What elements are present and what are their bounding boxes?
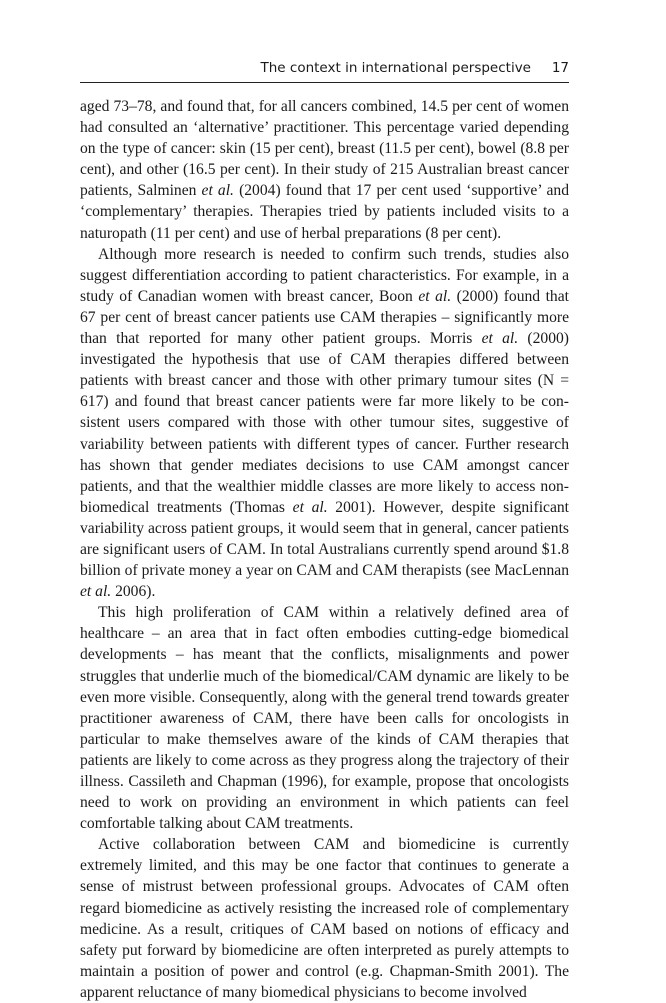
text-run: This high proliferation of CAM within a relatively defined area of healthcare – an area that in fact often embodies cutting-edge biomedical developments – has meant that the conflicts, misalignments and power struggles that underlie much of the biomedical/CAM dynamic are likely to be even more visible. Consequently, along with the general trend towards greater practitioner awareness of CAM, there have been calls for oncologists in particular to make themselves aware of the kinds of CAM therapies that patients are likely to come across as they progress along the trajectory of their illness. Cassileth and Chapman (1996), for example, propose that oncologists need to work on providing an environment in which patients can feel comfortable talking about CAM treatments. (80, 604, 569, 833)
running-header (80, 58, 569, 83)
italic-run: et al. (80, 583, 112, 601)
italic-run: et al. (201, 182, 234, 200)
body-text (80, 96, 569, 1003)
text-run: (2004) found that 17 per cent used ‘supportive’ and ‘complementary’ therapies. Therapies tried by patients included visits to a naturopath (11 per cent) and use of herbal preparations (8 per cent). (80, 182, 569, 242)
text-run: (2000) investigated the hypothesis that use of CAM therapies differed between patients with breast cancer and those with other primary tumour sites (N = 617) and found that breast cancer patients were far more likely to be consistent users compared with those with other tumour sites, suggestive of variability between patients with different types of cancer. Further research has shown that gender mediates decisions to use CAM amongst cancer patients, and that the wealthier middle classes are more likely to access non-biomedical treatments (Thomas (80, 330, 569, 516)
italic-run: et al. (418, 287, 452, 305)
italic-run: et al. (481, 330, 519, 348)
text-run: 2006). (111, 583, 156, 601)
text-run: Although more research is needed to confirm such trends, studies also suggest differentiation according to patient characteristics. For example, in a study of Canadian women with breast cancer, Boon (80, 245, 569, 305)
text-run: aged 73–78, and found that, for all cancers combined, 14.5 per cent of women had consulted an ‘alternative’ practitioner. This percentage varied depending on the type of cancer: skin (15 per cent), breast (11.5 per cent), bowel (8.8 per cent), and other (16.5 per cent). In their study of 215 Australian breast cancer patients, Salminen (80, 98, 569, 200)
paragraph-3 (80, 602, 569, 834)
text-run: (2000) found that 67 per cent of breast cancer patients use CAM therapies – significantly more than that reported for many other patient groups. Morris (80, 287, 569, 348)
italic-run: et al. (292, 498, 328, 516)
page-number: 17 (551, 60, 569, 76)
running-title: The context in international perspective (260, 60, 531, 76)
paragraph-2 (80, 244, 569, 603)
text-run: 2001). However, despite significant variability across patient groups, it would seem that in general, cancer patients are significant users of CAM. In total Australians currently spend around $1.8 billion of private money a year on CAM and CAM therapists (see MacLennan (80, 498, 569, 580)
paragraph-1 (80, 96, 569, 244)
text-run: Active collaboration between CAM and biomedicine is currently extremely limited, and this may be one factor that continues to generate a sense of mistrust between professional groups. Advocates of CAM often regard biomedicine as actively resisting the increased role of complementary medicine. As a result, critiques of CAM based on notions of efficacy and safety put forward by biomedicine are often interpreted as purely attempts to maintain a position of power and control (e.g. Chapman-Smith 2001). The apparent reluctance of many biomedical physicians to become involved (80, 836, 569, 1001)
paragraph-4 (80, 834, 569, 1003)
